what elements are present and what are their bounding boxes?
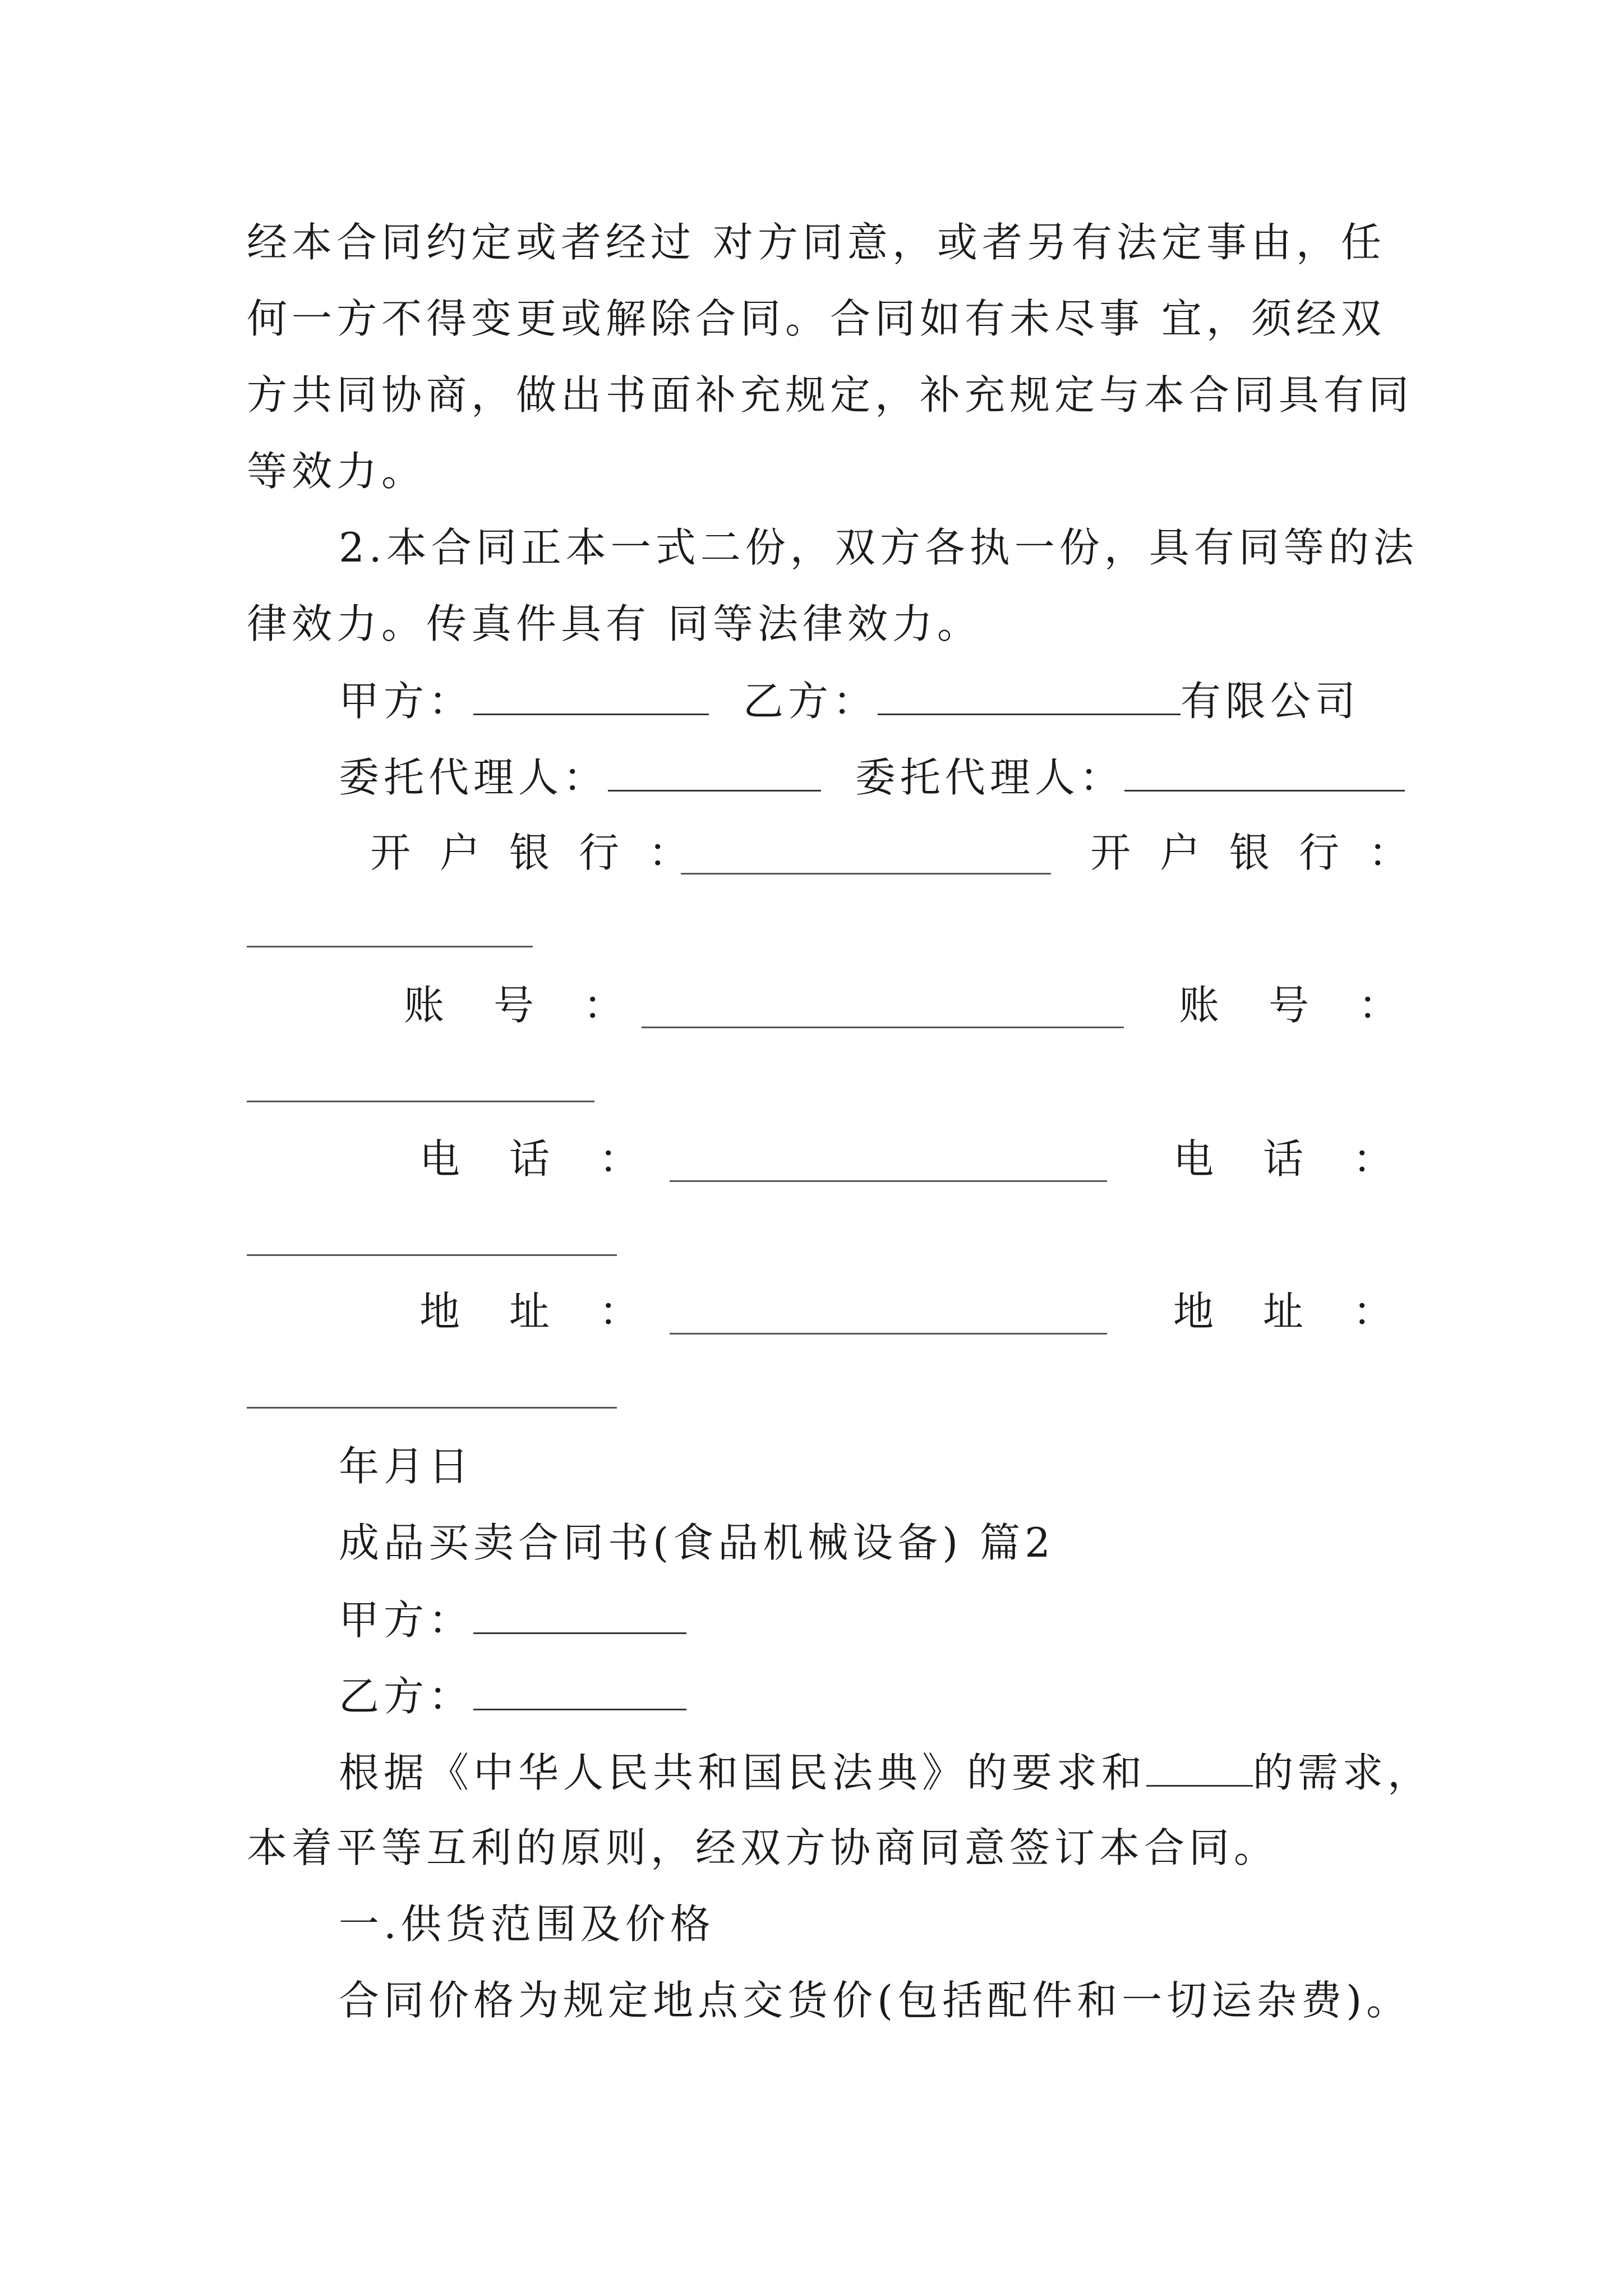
para3-part2: 的需求， [1253,1749,1433,1796]
phone-line [419,1132,689,1186]
account-b-blank [247,1101,594,1102]
agent-a-blank [608,749,821,792]
party-a-line-2 [339,1592,1483,1647]
company-suffix: 有限公司 [1180,678,1360,725]
bank-b-label: 开户银行： [1090,829,1438,876]
party-b-blank-2 [473,1668,686,1710]
text-line [339,1745,1483,1800]
agent-line [339,749,1483,804]
phone-a-blank [670,1180,1107,1182]
address-a-label: 地址： [419,1288,689,1335]
text-line: 合同价格为规定地点交货价(包括配件和一切运杂费)。 [339,1977,1412,2024]
party-line [339,673,1483,728]
party-b-label-2: 乙方： [339,1673,474,1720]
text-line: 本着平等互利的原则，经双方协商同意签订本合同。 [247,1824,1279,1871]
address-line-b [1173,1285,1443,1338]
agent-b-label: 委托代理人： [855,754,1124,801]
text-line: 经本合同约定或者经过 对方同意，或者另有法定事由，任 [247,219,1386,266]
phone-line-b [1173,1132,1443,1186]
account-a-label: 账号： [404,982,674,1029]
phone-b-blank [247,1254,617,1256]
section-heading: 一.供货范围及价格 [339,1901,715,1948]
phone-b-label: 电话： [1173,1135,1443,1182]
agent-a-label: 委托代理人： [339,754,608,801]
account-a-blank [642,1027,1124,1028]
party-a-blank [473,673,709,715]
bank-a-label: 开户银行： [370,829,718,876]
address-line [419,1285,689,1338]
bank-line-b [1090,826,1438,880]
address-b-blank [247,1407,617,1409]
text-line: 等效力。 [247,448,427,495]
date-line: 年月日 [339,1443,474,1490]
account-line-b [1179,978,1449,1032]
party-b-label: 乙方： [743,678,878,725]
party-a-blank-2 [473,1592,686,1634]
party-a-label: 甲方： [339,678,474,725]
section-title: 成品买卖合同书(食品机械设备) 篇2 [339,1519,1055,1566]
party-b-blank [878,673,1181,715]
party-a-label-2: 甲方： [339,1596,474,1644]
agent-b-blank [1124,749,1405,792]
text-line: 何一方不得变更或解除合同。合同如有未尽事 宜，须经双 [247,295,1386,342]
bank-b-blank [247,946,533,947]
demand-blank [1146,1745,1253,1787]
account-b-label: 账号： [1179,982,1449,1029]
para3-part1: 根据《中华人民共和国民法典》的要求和 [339,1749,1147,1796]
bank-a-blank [681,873,1051,875]
text-line: 律效力。传真件具有 同等法律效力。 [247,600,982,647]
party-b-line-2 [339,1668,1483,1723]
address-b-label: 地址： [1173,1288,1443,1335]
text-line: 2.本合同正本一式二份，双方各执一份，具有同等的法 [339,524,1418,571]
phone-a-label: 电话： [419,1135,689,1182]
text-line: 方共同协商，做出书面补充规定，补充规定与本合同具有同 [247,371,1414,418]
address-a-blank [670,1333,1107,1335]
account-line [404,978,674,1032]
